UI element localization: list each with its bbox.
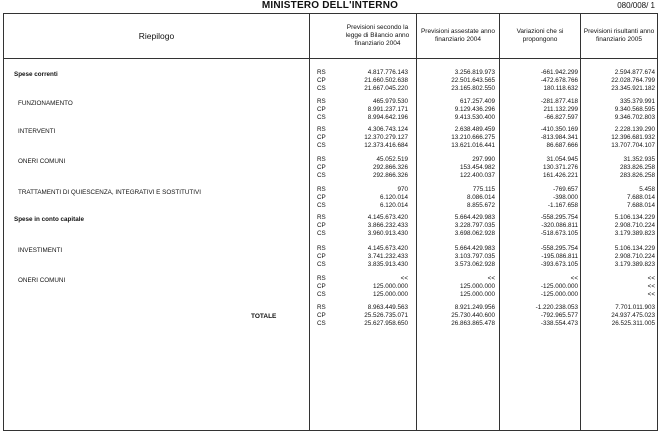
table-row-line — [4, 320, 657, 328]
row-value-col2: 9.413.530.400 — [454, 114, 495, 121]
row-value-col3: -66.827.597 — [544, 114, 578, 121]
row-value-col2: 153.454.982 — [459, 164, 495, 171]
row-value-col2: 3.698.062.928 — [454, 230, 495, 237]
row-label: INTERVENTI — [18, 128, 56, 135]
row-code: CP — [317, 194, 326, 201]
row-value-col3: 180.118.632 — [543, 85, 578, 92]
row-value-col2: 25.730.440.600 — [451, 312, 495, 319]
row-code: CS — [317, 114, 326, 121]
column-header-bilancio-2004: Previsioni secondo la legge di Bilancio anno finanziario 2004 — [345, 24, 410, 47]
row-value-col2: 125.000.000 — [459, 291, 495, 298]
row-value-col3: -1.167.658 — [547, 202, 578, 209]
row-value-col3: 161.426.221 — [542, 172, 578, 179]
table-row-line — [4, 114, 657, 122]
row-label: TRATTAMENTI DI QUIESCENZA, INTEGRATIVI E SOSTITUTIVI — [18, 189, 201, 196]
table-row-line — [4, 172, 657, 180]
row-value-col2: 5.664.429.983 — [454, 214, 495, 221]
row-value-col2: 3.256.819.973 — [454, 69, 495, 76]
row-value-col2: 3.103.797.035 — [454, 253, 495, 260]
row-code: CS — [317, 142, 326, 149]
table-row-line — [4, 156, 657, 164]
row-value-col3: -125.000.000 — [540, 283, 578, 290]
row-value-col2: 775.115 — [472, 186, 495, 193]
page-header — [0, 0, 663, 14]
row-value-col4: 24.937.475.023 — [611, 312, 655, 319]
row-value-col2: 22.501.643.565 — [451, 77, 495, 84]
row-value-col1: 3.741.232.433 — [367, 253, 408, 260]
row-code: RS — [317, 156, 326, 163]
row-value-col4: 5.106.134.229 — [614, 214, 655, 221]
row-value-col2: 297.990 — [472, 156, 495, 163]
table-row-line — [4, 98, 657, 106]
column-header-variazioni: Variazioni che si propongono — [516, 28, 564, 43]
row-code: RS — [317, 126, 326, 133]
table-row-line — [4, 304, 657, 312]
table-row-line — [4, 106, 657, 114]
row-value-col2: 125.000.000 — [459, 283, 495, 290]
row-value-col2: 26.863.865.478 — [451, 320, 495, 327]
row-code: CS — [317, 230, 326, 237]
column-header-riepilogo: Riepilogo — [138, 31, 175, 41]
row-value-col1: 25.526.735.071 — [364, 312, 408, 319]
row-value-col3: -813.984.341 — [540, 134, 578, 141]
row-value-col1: 292.866.326 — [372, 164, 408, 171]
row-value-col1: 4.145.673.420 — [367, 245, 408, 252]
row-value-col4: << — [647, 283, 655, 290]
row-value-col3: -393.673.105 — [540, 261, 578, 268]
row-code: RS — [317, 245, 326, 252]
document-code: 080/008/ 1 — [617, 1, 655, 10]
row-value-col1: 970 — [397, 186, 408, 193]
row-value-col1: 8.963.449.563 — [367, 304, 408, 311]
row-value-col1: 21.660.502.638 — [364, 77, 408, 84]
row-code: CS — [317, 85, 326, 92]
table-row-line — [4, 134, 657, 142]
row-value-col2: 8.921.249.956 — [454, 304, 495, 311]
table-row-line — [4, 230, 657, 238]
row-value-col1: 3.866.232.433 — [367, 222, 408, 229]
row-value-col1: 4.817.776.143 — [367, 69, 408, 76]
row-code: CS — [317, 291, 326, 298]
budget-table — [3, 13, 658, 431]
row-value-col3: -558.295.754 — [540, 214, 578, 221]
row-code: CS — [317, 172, 326, 179]
row-value-col2: 5.664.429.983 — [454, 245, 495, 252]
column-header-risultanti-2005: Previsioni risultanti anno finanziario 2005 — [583, 28, 655, 43]
row-value-col3: -518.673.105 — [540, 230, 578, 237]
row-label: ONERI COMUNI — [18, 158, 66, 165]
row-value-col1: 25.627.958.650 — [364, 320, 408, 327]
row-value-col4: 5.458 — [639, 186, 655, 193]
row-value-col2: 617.257.409 — [459, 98, 495, 105]
row-value-col4: << — [647, 291, 655, 298]
row-value-col2: 13.210.666.275 — [451, 134, 495, 141]
row-value-col2: 8.086.014 — [466, 194, 495, 201]
row-code: CP — [317, 312, 326, 319]
row-value-col1: 12.370.279.127 — [364, 134, 408, 141]
row-value-col2: 13.621.016.441 — [451, 142, 495, 149]
table-row-line — [4, 202, 657, 210]
row-value-col1: 4.306.743.124 — [367, 126, 408, 133]
row-value-col4: 7.688.014 — [626, 194, 655, 201]
row-value-col3: -281.877.418 — [540, 98, 578, 105]
row-value-col3: -472.678.766 — [540, 77, 578, 84]
row-value-col1: 45.052.519 — [376, 156, 408, 163]
row-value-col4: 283.826.258 — [619, 172, 655, 179]
row-value-col4: 7.701.011.903 — [615, 304, 655, 311]
row-code: CS — [317, 261, 326, 268]
row-code: RS — [317, 275, 326, 282]
table-row-line — [4, 194, 657, 202]
row-value-col1: 6.120.014 — [379, 194, 408, 201]
row-value-col2: 3.228.797.035 — [454, 222, 495, 229]
row-value-col1: 4.145.673.420 — [367, 214, 408, 221]
row-value-col2: 23.165.802.550 — [451, 85, 495, 92]
total-label: TOTALE — [251, 313, 277, 320]
row-value-col1: 21.667.045.220 — [364, 85, 408, 92]
row-value-col2: 3.573.062.928 — [454, 261, 495, 268]
row-value-col4: 12.396.681.932 — [611, 134, 655, 141]
row-code: RS — [317, 304, 326, 311]
table-row-line — [4, 142, 657, 150]
row-value-col3: -1.220.238.053 — [535, 304, 578, 311]
table-row-line — [4, 214, 657, 222]
table-row-line — [4, 291, 657, 299]
row-value-col1: 125.000.000 — [372, 283, 408, 290]
table-row-line — [4, 77, 657, 85]
row-code: CP — [317, 77, 326, 84]
row-value-col4: 31.352.935 — [623, 156, 655, 163]
row-value-col4: 5.106.134.229 — [614, 245, 655, 252]
row-value-col3: -195.086.811 — [541, 253, 578, 260]
row-value-col4: 3.179.389.823 — [614, 261, 655, 268]
row-value-col4: 22.028.764.799 — [611, 77, 655, 84]
row-code: RS — [317, 98, 326, 105]
row-value-col2: 9.129.436.296 — [454, 106, 495, 113]
row-code: CP — [317, 164, 326, 171]
row-value-col3: -338.554.473 — [540, 320, 578, 327]
row-value-col3: -125.000.000 — [540, 291, 578, 298]
table-header — [4, 14, 657, 59]
row-value-col2: 2.638.489.459 — [454, 126, 495, 133]
row-value-col4: 2.908.710.224 — [614, 222, 655, 229]
row-value-col4: 335.379.991 — [619, 98, 655, 105]
row-code: CS — [317, 320, 326, 327]
row-value-col2: 122.400.037 — [459, 172, 495, 179]
row-value-col1: 292.866.326 — [372, 172, 408, 179]
row-value-col3: -661.942.299 — [540, 69, 578, 76]
row-code: CP — [317, 253, 326, 260]
row-code: CP — [317, 134, 326, 141]
row-code: CS — [317, 202, 326, 209]
row-value-col4: 9.346.702.803 — [614, 114, 655, 121]
row-value-col3: -320.086.811 — [541, 222, 578, 229]
row-value-col4: 13.707.704.107 — [611, 142, 655, 149]
table-row-line — [4, 245, 657, 253]
row-value-col3: 130.371.276 — [542, 164, 578, 171]
row-value-col1: 6.120.014 — [379, 202, 408, 209]
table-row-line — [4, 222, 657, 230]
table-row-line — [4, 164, 657, 172]
row-label: FUNZIONAMENTO — [18, 100, 73, 107]
table-row-line — [4, 312, 657, 320]
row-value-col4: 2.908.710.224 — [614, 253, 655, 260]
row-value-col2: << — [487, 275, 495, 282]
table-row-line — [4, 186, 657, 194]
column-header-assestate-2004: Previsioni assestate anno finanziario 2004 — [420, 28, 496, 43]
row-value-col1: 3.960.913.430 — [367, 230, 408, 237]
row-code: CP — [317, 106, 326, 113]
table-row-line — [4, 261, 657, 269]
row-value-col4: << — [647, 275, 655, 282]
ministry-title: MINISTERO DELL'INTERNO — [261, 0, 399, 11]
row-code: RS — [317, 69, 326, 76]
row-value-col3: 86.687.666 — [546, 142, 578, 149]
row-value-col3: -410.350.169 — [540, 126, 578, 133]
row-value-col4: 26.525.311.005 — [611, 320, 655, 327]
row-code: CP — [317, 283, 326, 290]
row-label: Spese in conto capitale — [14, 216, 84, 223]
row-value-col1: 8.991.237.171 — [367, 106, 408, 113]
row-value-col1: 8.994.642.196 — [367, 114, 408, 121]
row-value-col4: 23.345.921.182 — [611, 85, 655, 92]
row-value-col1: 12.373.416.684 — [364, 142, 408, 149]
row-value-col3: -769.657 — [553, 186, 578, 193]
row-value-col4: 2.594.877.674 — [614, 69, 655, 76]
row-value-col4: 3.179.389.823 — [614, 230, 655, 237]
row-value-col1: 465.979.530 — [372, 98, 408, 105]
row-value-col4: 283.826.258 — [619, 164, 655, 171]
row-label: INVESTIMENTI — [18, 247, 63, 254]
row-value-col1: 3.835.913.430 — [367, 261, 408, 268]
row-value-col3: -398.000 — [553, 194, 578, 201]
row-code: CP — [317, 222, 326, 229]
row-code: RS — [317, 214, 326, 221]
row-value-col3: 211.132.299 — [543, 106, 578, 113]
row-value-col2: 8.855.672 — [466, 202, 495, 209]
table-row-line — [4, 126, 657, 134]
row-value-col3: -558.295.754 — [540, 245, 578, 252]
row-value-col4: 2.228.139.290 — [614, 126, 655, 133]
row-value-col3: 31.054.945 — [546, 156, 578, 163]
row-value-col4: 9.340.568.595 — [614, 106, 655, 113]
row-value-col3: -792.965.577 — [540, 312, 578, 319]
row-value-col3: << — [570, 275, 578, 282]
row-label: ONERI COMUNI — [18, 277, 66, 284]
table-row-line — [4, 253, 657, 261]
table-row-line — [4, 275, 657, 283]
table-row-line — [4, 283, 657, 291]
table-row-line — [4, 69, 657, 77]
row-value-col1: 125.000.000 — [372, 291, 408, 298]
row-value-col1: << — [400, 275, 408, 282]
table-row-line — [4, 85, 657, 93]
row-label: Spese correnti — [14, 71, 58, 78]
row-value-col4: 7.688.014 — [626, 202, 655, 209]
row-code: RS — [317, 186, 326, 193]
